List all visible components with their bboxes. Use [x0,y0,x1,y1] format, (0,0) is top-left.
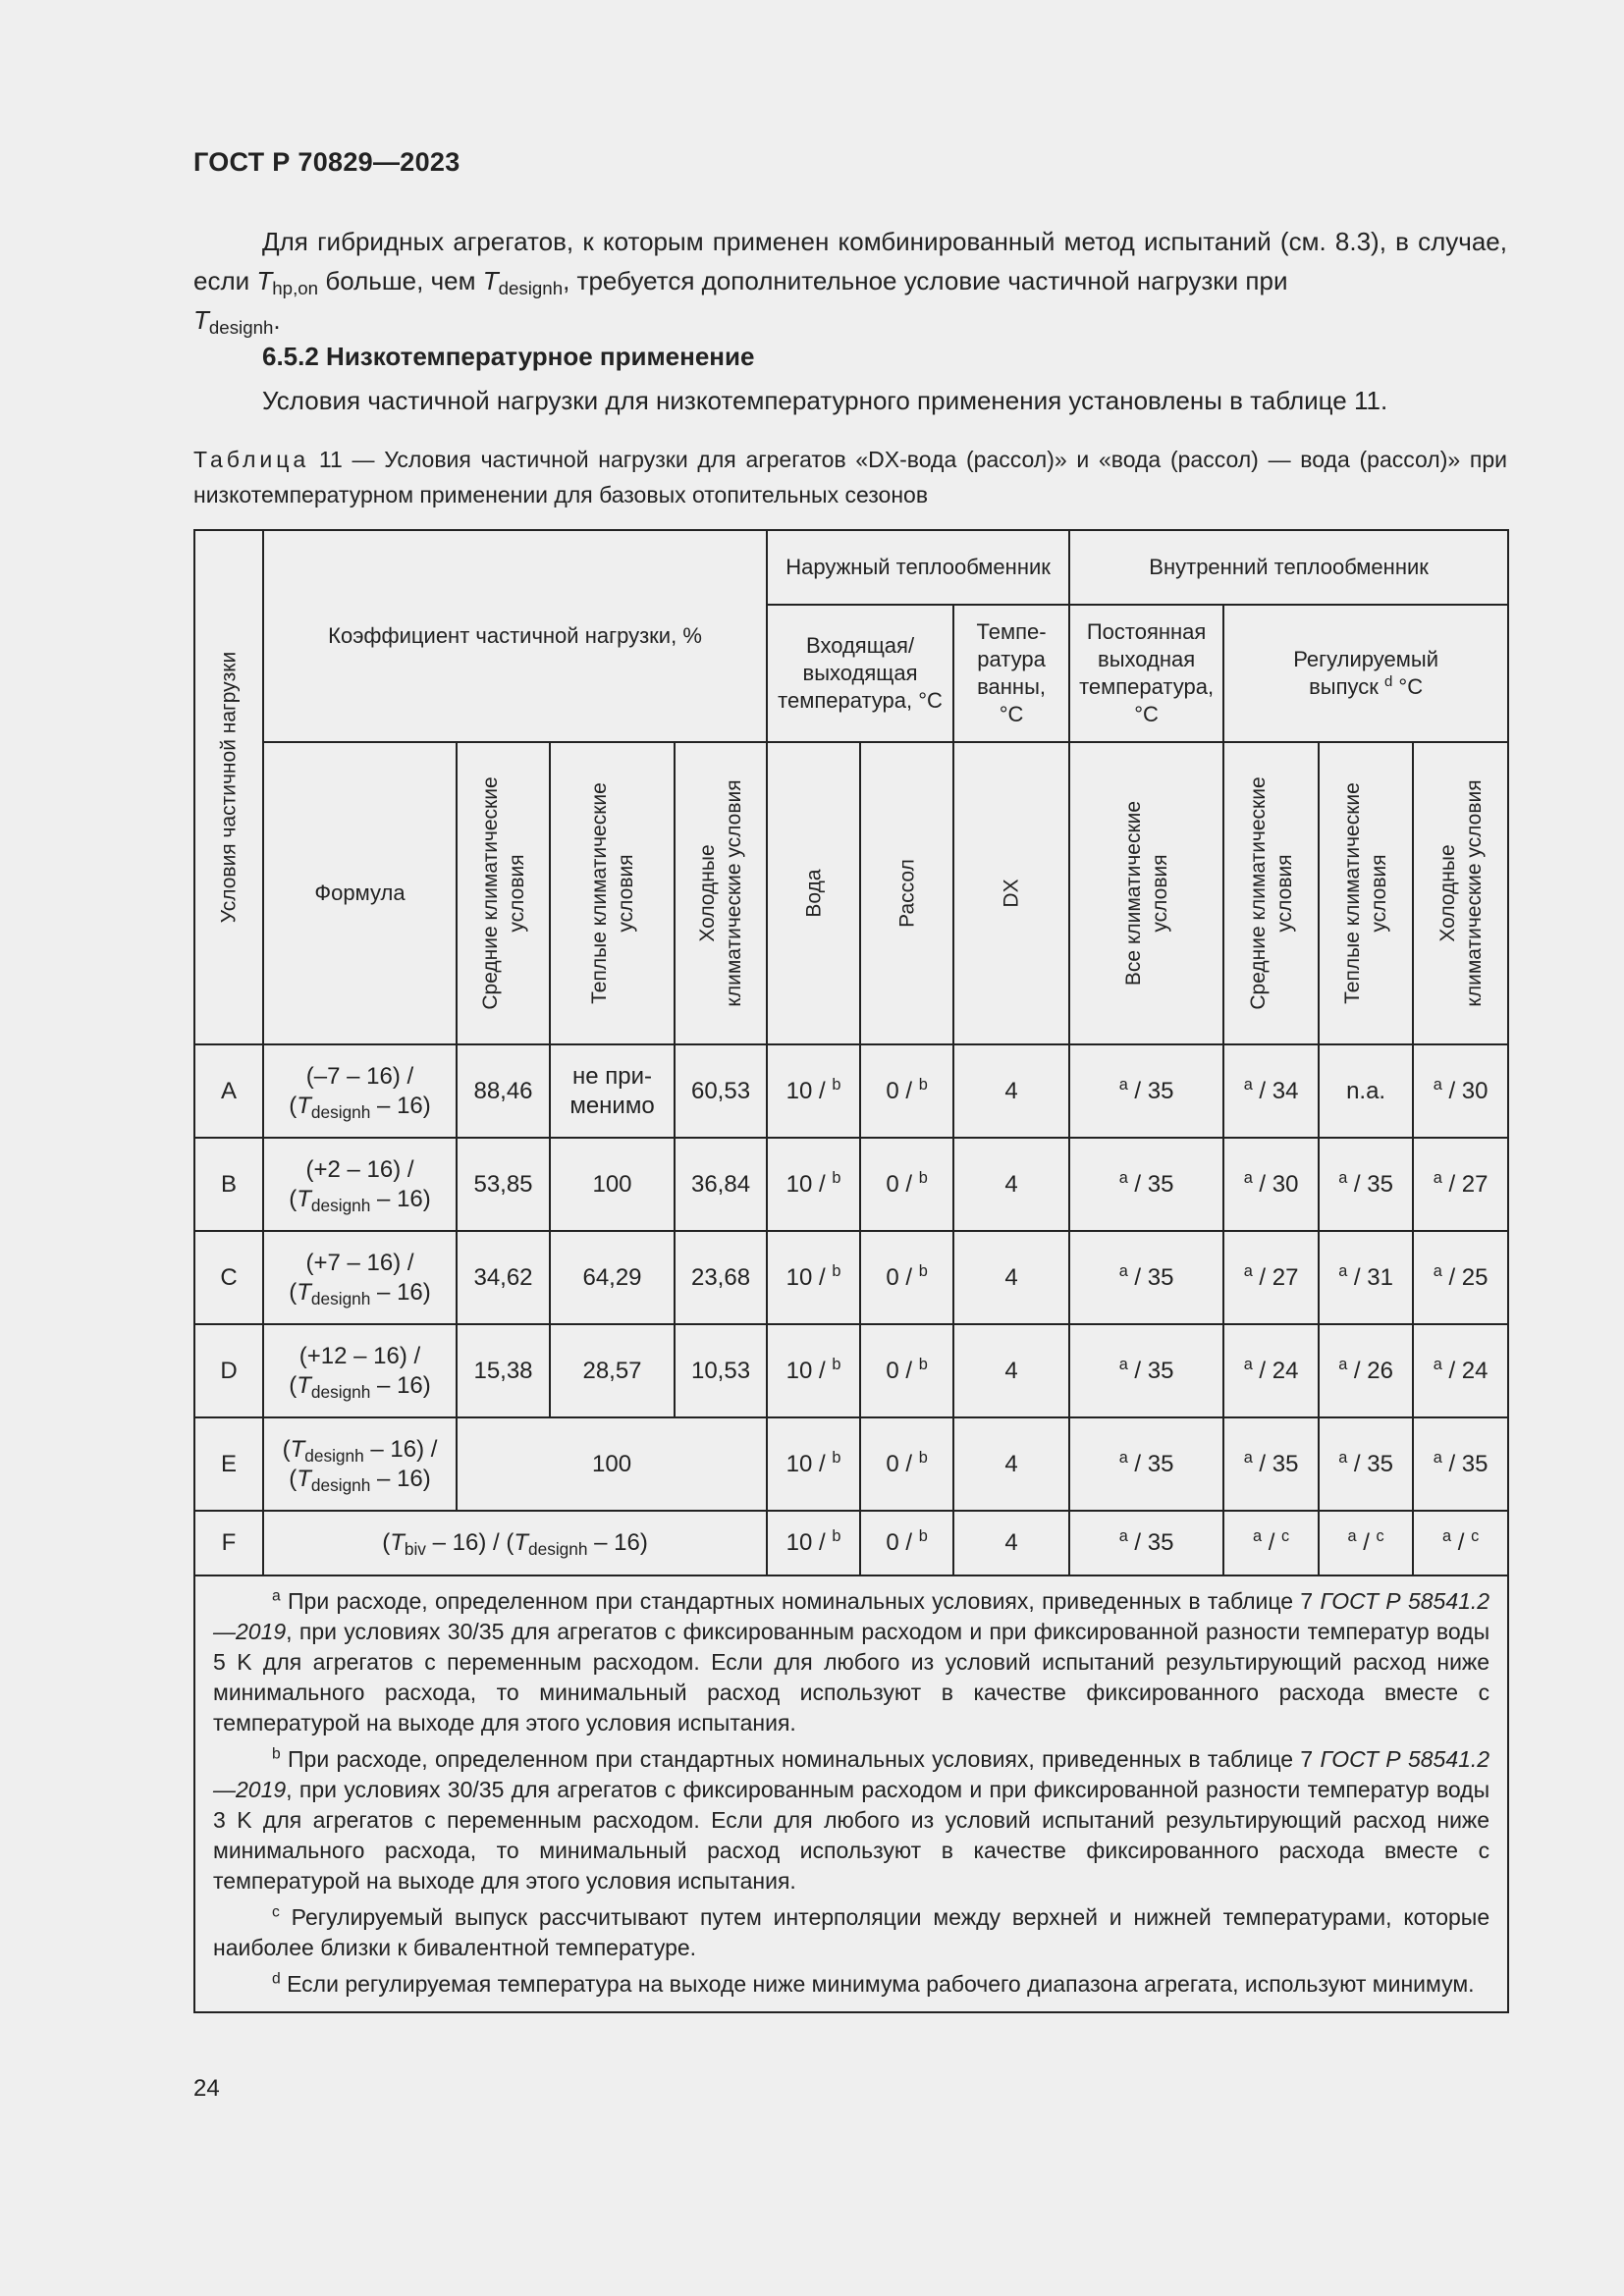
row-label: B [194,1138,263,1231]
dx-cell: 4 [953,1231,1069,1324]
water-cell: 10 / $^b$ [767,1417,860,1511]
formula-cell: (+2 – 16) / $(T_{designh} - 16)$ [263,1138,457,1231]
avg-cell: 53,85 [457,1138,550,1231]
header-reg-warm-climate: Теплые климатические условия [1319,742,1413,1044]
formula-cell: (+12 – 16) / $(T_{designh} - 16)$ [263,1324,457,1417]
header-coefficient: Коэффициент частичной нагрузки, % [263,530,767,742]
merged-coef-cell: 100 [457,1417,767,1511]
header-formula: Формула [263,742,457,1044]
header-variable-outlet: Регулируемый выпуск $^d$ °C [1223,605,1508,742]
reg-avg-cell: $^a$ / 30 [1223,1138,1319,1231]
table-row [194,1417,1508,1511]
reg-avg-cell: $^a$ / 27 [1223,1231,1319,1324]
water-cell: 10 / $^b$ [767,1138,860,1231]
warm-cell: 100 [550,1138,675,1231]
brine-cell: 0 / $^b$ [860,1044,953,1138]
header-bath-temp: Темпе- ратура ванны, °C [953,605,1069,742]
reg-avg-cell: $^a$ / 35 [1223,1417,1319,1511]
all-climates-cell: $^a$ / 35 [1069,1324,1223,1417]
reg-cold-cell: $^a$ / 30 [1413,1044,1508,1138]
table-row [194,1231,1508,1324]
reg-cold-cell: $^a$ / 25 [1413,1231,1508,1324]
reg-cold-cell: $^a$ / 24 [1413,1324,1508,1417]
table-footnotes [194,1575,1508,2012]
reg-avg-cell: $^a$ / 24 [1223,1324,1319,1417]
avg-cell: 88,46 [457,1044,550,1138]
intro-paragraph: Для гибридных агрегатов, к которым применен комбинированный метод испытаний (см. 8.3), в случае, если $T_{hp,on}$ больше, чем $T_{designh}$, требуется дополнительное условие частичной нагрузки при $T_{designh}$. [193,227,1507,339]
brine-cell: 0 / $^b$ [860,1511,953,1575]
table-caption: Таблица 11 — Условия частичной нагрузки для агрегатов «DX-вода (рассол)» и «вода (рассол) — вода (рассол)» при низкотемпературном применении для базовых отопительных сезонов [193,447,1507,507]
document-header: ГОСТ Р 70829—2023 [193,147,460,177]
footnote-d: $^d$ Если регулируемая температура на выходе ниже минимума рабочего диапазона агрегата, используют минимум. [272,1970,1475,1997]
header-reg-cold-climate: Холодные климатические условия [1413,742,1508,1044]
header-reg-average-climate: Средние климатические условия [1223,742,1319,1044]
formula-cell: (+7 – 16) / $(T_{designh} - 16)$ [263,1231,457,1324]
dx-cell: 4 [953,1044,1069,1138]
header-cold-climate: Холодные климатические условия [675,742,767,1044]
table-row [194,1138,1508,1231]
dx-cell: 4 [953,1138,1069,1231]
table-row [194,1511,1508,1575]
reg-warm-cell: $^a$ / 35 [1319,1417,1413,1511]
header-warm-climate: Теплые климатические условия [550,742,675,1044]
reg-avg-cell: $^a$ / $^c$ [1223,1511,1319,1575]
header-conditions: Условия частичной нагрузки [194,530,263,1044]
header-average-climate: Средние климатические условия [457,742,550,1044]
row-label: A [194,1044,263,1138]
reg-cold-cell: $^a$ / 27 [1413,1138,1508,1231]
reg-cold-cell: $^a$ / $^c$ [1413,1511,1508,1575]
dx-cell: 4 [953,1417,1069,1511]
water-cell: 10 / $^b$ [767,1324,860,1417]
table-row [194,1324,1508,1417]
dx-cell: 4 [953,1324,1069,1417]
warm-cell: не при- менимо [550,1044,675,1138]
header-water: Вода [767,742,860,1044]
warm-cell: 64,29 [550,1231,675,1324]
cold-cell: 10,53 [675,1324,767,1417]
reg-warm-cell: $^a$ / 26 [1319,1324,1413,1417]
header-inlet-outlet-temp: Входящая/ выходящая температура, °C [767,605,953,742]
all-climates-cell: $^a$ / 35 [1069,1417,1223,1511]
footnote-c: $^c$ Регулируемый выпуск рассчитывают путем интерполяции между верхней и нижней температурами, которые наиболее близки к бивалентной температуре. [213,1903,1490,1960]
reg-avg-cell: $^a$ / 34 [1223,1044,1319,1138]
header-constant-outlet-temp: Постоянная выходная температура, °C [1069,605,1223,742]
header-indoor-exchanger: Внутренний теплообменник [1069,530,1508,605]
footnote-b: $^b$ При расходе, определенном при стандартных номинальных условиях, приведенных в таблице 7 ГОСТ Р 58541.2—2019, при условиях 30/35 для агрегатов с фиксированным расходом и при фиксированной разности температур воды 3 K для агрегатов с переменным расходом. Если для любого из условий испытаний результирующий расход ниже минимального расхода, то минимальный расход используют в качестве фиксированного расхода вместе с температурой на выходе для этого условия испытания. [213,1745,1490,1894]
reg-warm-cell: n.a. [1319,1044,1413,1138]
all-climates-cell: $^a$ / 35 [1069,1231,1223,1324]
all-climates-cell: $^a$ / 35 [1069,1044,1223,1138]
water-cell: 10 / $^b$ [767,1231,860,1324]
cold-cell: 23,68 [675,1231,767,1324]
header-brine: Рассол [860,742,953,1044]
footnote-a: $^a$ При расходе, определенном при стандартных номинальных условиях, приведенных в таблице 7 ГОСТ Р 58541.2—2019, при условиях 30/35 для агрегатов с фиксированным расходом и при фиксированной разности температур воды 5 K для агрегатов с переменным расходом. Если для любого из условий испытаний результирующий расход ниже минимального расхода, то минимальный расход используют в качестве фиксированного расхода вместе с температурой на выходе для этого условия испытания. [213,1587,1490,1735]
part-load-conditions-table [193,529,1509,2013]
all-climates-cell: $^a$ / 35 [1069,1511,1223,1575]
dx-cell: 4 [953,1511,1069,1575]
water-cell: 10 / $^b$ [767,1511,860,1575]
formula-cell: $(T_{biv} - 16) / (T_{designh} - 16)$ [263,1511,767,1575]
cold-cell: 36,84 [675,1138,767,1231]
avg-cell: 15,38 [457,1324,550,1417]
row-label: D [194,1324,263,1417]
avg-cell: 34,62 [457,1231,550,1324]
reg-warm-cell: $^a$ / $^c$ [1319,1511,1413,1575]
section-paragraph: Условия частичной нагрузки для низкотемпературного применения установлены в таблице 11. [262,386,1388,415]
all-climates-cell: $^a$ / 35 [1069,1138,1223,1231]
row-label: F [194,1511,263,1575]
header-all-climates: Все климатические условия [1069,742,1223,1044]
row-label: C [194,1231,263,1324]
row-label: E [194,1417,263,1511]
warm-cell: 28,57 [550,1324,675,1417]
brine-cell: 0 / $^b$ [860,1138,953,1231]
water-cell: 10 / $^b$ [767,1044,860,1138]
header-dx: DX [953,742,1069,1044]
reg-warm-cell: $^a$ / 35 [1319,1138,1413,1231]
formula-cell: $(T_{designh} - 16)$ / $(T_{designh} - 16)$ [263,1417,457,1511]
cold-cell: 60,53 [675,1044,767,1138]
formula-cell: (–7 – 16) / $(T_{designh} - 16)$ [263,1044,457,1138]
brine-cell: 0 / $^b$ [860,1324,953,1417]
section-title: 6.5.2 Низкотемпературное применение [262,342,755,371]
reg-warm-cell: $^a$ / 31 [1319,1231,1413,1324]
header-outdoor-exchanger: Наружный теплообменник [767,530,1069,605]
reg-cold-cell: $^a$ / 35 [1413,1417,1508,1511]
brine-cell: 0 / $^b$ [860,1417,953,1511]
page-number: 24 [193,2075,220,2102]
table-row [194,1044,1508,1138]
brine-cell: 0 / $^b$ [860,1231,953,1324]
